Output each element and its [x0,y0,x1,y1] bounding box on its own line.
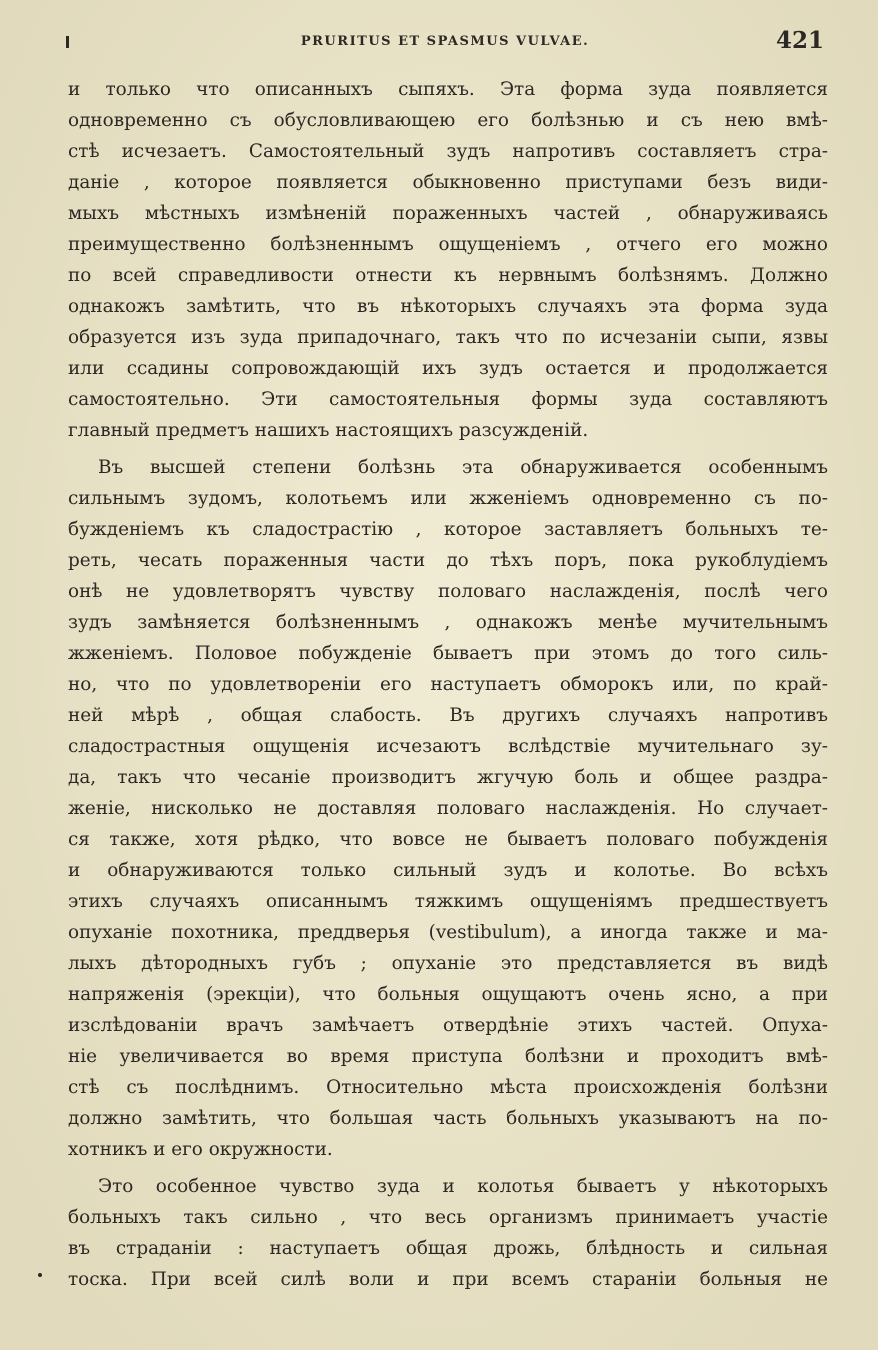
text-line: въ страданіи : наступаетъ общая дрожь, блѣдность и сильная [68,1238,828,1259]
text-line: жженіемъ. Половое побужденіе бываетъ при этомъ до того силь- [68,643,828,664]
text-line: хотникъ и его окружности. [68,1139,333,1160]
paragraph-3 [68,1171,828,1295]
ink-speck [38,1273,42,1277]
text-line: преимущественно болѣзненнымъ ощущеніемъ , отчего его можно [68,234,828,255]
text-line: должно замѣтить, что большая часть больныхъ указываютъ на по- [68,1108,828,1129]
text-line: но, что по удовлетвореніи его наступаетъ обморокъ или, по край- [68,674,828,695]
text-line: лыхъ дѣтородныхъ губъ ; опуханіе это представляется въ видѣ [68,953,828,974]
paragraph-1 [68,74,828,446]
text-line: даніе , которое появляется обыкновенно приступами безъ види- [68,172,828,193]
text-line: изслѣдованіи врачъ замѣчаетъ отвердѣніе этихъ частей. Опуха- [68,1015,828,1036]
text-line: по всей справедливости отнести къ нервнымъ болѣзнямъ. Должно [68,265,828,286]
paragraph-2 [68,452,828,1165]
text-line: стѣ съ послѣднимъ. Относительно мѣста происхожденія болѣзни [68,1077,828,1098]
text-line: сильнымъ зудомъ, колотьемъ или жженіемъ одновременно съ по- [68,488,828,509]
text-line: или ссадины сопровождающій ихъ зудъ остается и продолжается [68,358,828,379]
page-number: 421 [775,27,824,54]
text-line: да, такъ что чесаніе производитъ жгучую боль и общее раздра- [68,767,828,788]
text-line: зудъ замѣняется болѣзненнымъ , однакожъ менѣе мучительнымъ [68,612,828,633]
text-line: Это особенное чувство зуда и колотья бываетъ у нѣкоторыхъ [98,1176,828,1197]
text-line: онѣ не удовлетворятъ чувству половаго наслажденія, послѣ чего [68,581,828,602]
text-line: напряженія (эрекціи), что больныя ощущаютъ очень ясно, а при [68,984,828,1005]
running-title: PRURITUS ET SPASMUS VULVAE. [300,34,590,49]
text-line: и обнаруживаются только сильный зудъ и колотье. Во всѣхъ [68,860,828,881]
text-line: ней мѣрѣ , общая слабость. Въ другихъ случаяхъ напротивъ [68,705,828,726]
body-text [68,74,828,1295]
text-line: ніе увеличивается во время приступа болѣзни и проходитъ вмѣ- [68,1046,828,1067]
text-line: сладострастныя ощущенія исчезаютъ вслѣдствіе мучительнаго зу- [68,736,828,757]
text-line: мыхъ мѣстныхъ измѣненій пораженныхъ частей , обнаруживаясь [68,203,828,224]
running-header [60,26,830,56]
text-line: самостоятельно. Эти самостоятельныя формы зуда составляютъ [68,389,828,410]
text-line: стѣ исчезаетъ. Самостоятельный зудъ напротивъ составляетъ стра- [68,141,828,162]
text-line: опуханіе похотника, преддверья (vestibulum), а иногда также и ма- [68,922,828,943]
text-line: бужденіемъ къ сладострастію , которое заставляетъ больныхъ те- [68,519,828,540]
text-line: тоска. При всей силѣ воли и при всемъ стараніи больныя не [68,1269,828,1290]
text-line: одновременно съ обусловливающею его болѣзнью и съ нею вмѣ- [68,110,828,131]
text-line: этихъ случаяхъ описаннымъ тяжкимъ ощущеніямъ предшествуетъ [68,891,828,912]
text-line: реть, чесать пораженныя части до тѣхъ поръ, пока рукоблудіемъ [68,550,828,571]
text-line: главный предметъ нашихъ настоящихъ разсужденій. [68,420,589,441]
text-line: образуется изъ зуда припадочнаго, такъ что по исчезаніи сыпи, язвы [68,327,828,348]
text-line: женіе, нисколько не доставляя половаго наслажденія. Но случает- [68,798,828,819]
text-line: и только что описанныхъ сыпяхъ. Эта форма зуда появляется [68,79,828,100]
text-line: Въ высшей степени болѣзнь эта обнаруживается особеннымъ [98,457,828,478]
text-line: ся также, хотя рѣдко, что вовсе не бываетъ половаго побужденія [68,829,828,850]
text-line: однакожъ замѣтить, что въ нѣкоторыхъ случаяхъ эта форма зуда [68,296,828,317]
text-line: больныхъ такъ сильно , что весь организмъ принимаетъ участіе [68,1207,828,1228]
